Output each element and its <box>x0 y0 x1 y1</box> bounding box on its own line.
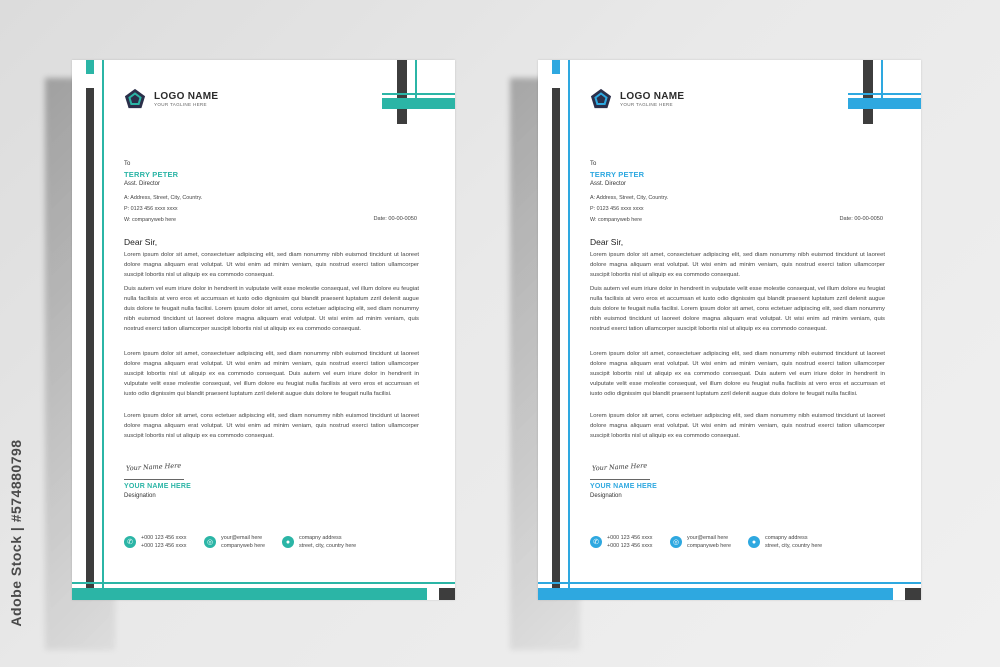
web-line: W: companyweb here <box>124 217 177 223</box>
letterhead-sheet-teal <box>72 60 455 600</box>
signer-designation: Designation <box>124 493 156 499</box>
contact-phone <box>124 535 186 550</box>
logo <box>124 88 218 110</box>
logo-tagline: YOUR TAGLINE HERE <box>154 102 207 107</box>
contact-address <box>748 535 822 550</box>
location-pin-icon: ● <box>282 536 294 548</box>
signature-line <box>590 479 650 480</box>
contact-line: your@email here <box>687 535 729 541</box>
footer-dark-bar <box>439 588 455 600</box>
contact-line: companyweb here <box>687 542 732 549</box>
date: Date: 00-00-0050 <box>373 216 417 222</box>
top-accent-bar <box>382 98 455 109</box>
footer-accent-bar <box>72 588 427 600</box>
contact-line: +000 123 456 xxxx <box>141 535 187 541</box>
stock-id-text: Adobe Stock | #574880798 <box>8 439 24 627</box>
date: Date: 00-00-0050 <box>839 216 883 222</box>
contact-address <box>282 535 356 550</box>
body-paragraph: Lorem ipsum dolor sit amet, cons ectetuer adipiscing elit, sed diam nonummy nibh euismod tincidunt ut laoreet dolore magna aliquam erat volutpat. Ut wisi enim ad minim veniam, quis nostrud exerci tation ullamcorper suscipit lobortis nisl ut aliquip ex ea commodo consequat. <box>124 413 419 439</box>
contact-line: +000 123 456 xxxx <box>607 535 653 541</box>
contact-web <box>670 535 731 550</box>
signer-name: YOUR NAME HERE <box>590 483 657 490</box>
phone-line: P: 0123 456 xxxx xxxx <box>124 206 178 212</box>
contact-web <box>204 535 265 550</box>
recipient-name: TERRY PETER <box>124 170 179 179</box>
pentagon-logo-icon <box>590 88 612 110</box>
stock-id-watermark <box>4 418 28 648</box>
address-line: A: Address, Street, City, Country. <box>124 195 203 201</box>
to-label: To <box>124 161 131 167</box>
contact-line: street, city, country here <box>299 542 357 549</box>
contact-line: street, city, country here <box>765 542 823 549</box>
top-dark-bar <box>397 60 407 124</box>
body-paragraph: Lorem ipsum dolor sit amet, consectetuer adipiscing elit, sed diam nonummy nibh euismod tincidunt ut laoreet dolore magna aliquam erat volutpat. Ut wisi enim ad minim veniam, quis nostrud exerci tation ullamcorper suscipit lobortis nisl ut aliquip ex ea commodo consequat. <box>124 252 419 278</box>
phone-line: P: 0123 456 xxxx xxxx <box>590 206 644 212</box>
contact-line: comapny address <box>765 535 808 541</box>
location-pin-icon: ● <box>748 536 760 548</box>
left-accent-line <box>102 60 104 600</box>
body-paragraph: Duis autem vel eum iriure dolor in hendrerit in vulputate velit esse molestie consequat, vel illum dolore eu feugiat nulla facilisis at vero eros et accumsan et iusto odio dignissim qui blandit praesent luptatum zzril delenit augue duis dolore te feugait nulla facilisi. Lorem ipsum dolor sit amet, cons ectetuer adipiscing elit, sed diam nonummy nibh euismod tincidunt ut laoreet dolore magna aliquam erat volutpat. Ut wisi enim ad minim veniam, quis nostrud exerci tation ullamcorper suscipit lobortis nisl ut aliquip ex ea commodo consequat. <box>590 286 885 332</box>
body-paragraph: Duis autem vel eum iriure dolor in hendrerit in vulputate velit esse molestie consequat, vel illum dolore eu feugiat nulla facilisis at vero eros et accumsan et iusto odio dignissim qui blandit praesent luptatum zzril delenit augue duis dolore te feugait nulla facilisi. Lorem ipsum dolor sit amet, cons ectetuer adipiscing elit, sed diam nonummy nibh euismod tincidunt ut laoreet dolore magna aliquam erat volutpat. Ut wisi enim ad minim veniam, quis nostrud exerci tation ullamcorper suscipit lobortis nisl ut aliquip ex ea commodo consequat. <box>124 286 419 332</box>
recipient-title: Asst. Director <box>124 181 161 187</box>
left-accent-bar <box>86 60 94 74</box>
footer-accent-line <box>72 582 455 584</box>
body-paragraph: Lorem ipsum dolor sit amet, consectetuer adipiscing elit, sed diam nonummy nibh euismod tincidunt ut laoreet dolore magna aliquam erat volutpat. Ut wisi enim ad minim veniam, quis nostrud exerci tation ullamcorper suscipit lobortis nisl ut aliquip ex ea commodo consequat. Duis autem vel eum iriure dolor in hendrerit in vulputate velit esse molestie consequat, vel illum dolore eu feugiat nulla facilisis at vero eros et accumsan et iusto odio dignissim qui blandit praesent luptatum zzril delenit augue duis dolore te feugait nulla facilisi. <box>590 351 885 397</box>
pentagon-logo-icon <box>124 88 146 110</box>
signature: Your Name Here <box>125 461 182 473</box>
top-accent-hline <box>382 93 455 95</box>
top-accent-hline <box>848 93 921 95</box>
contact-line: companyweb here <box>221 542 266 549</box>
contact-line: +000 123 456 xxxx <box>607 542 653 549</box>
web-line: W: companyweb here <box>590 217 643 223</box>
logo-name: LOGO NAME <box>620 91 685 102</box>
body-paragraph: Lorem ipsum dolor sit amet, consectetuer adipiscing elit, sed diam nonummy nibh euismod tincidunt ut laoreet dolore magna aliquam erat volutpat. Ut wisi enim ad minim veniam, quis nostrud exerci tation ullamcorper suscipit lobortis nisl ut aliquip ex ea commodo consequat. Duis autem vel eum iriure dolor in hendrerit in vulputate velit esse molestie consequat, vel illum dolore eu feugiat nulla facilisis at vero eros et accumsan et iusto odio dignissim qui blandit praesent luptatum zzril delenit augue duis dolore te feugait nulla facilisi. <box>124 351 419 397</box>
footer-accent-line <box>538 582 921 584</box>
body-paragraph: Lorem ipsum dolor sit amet, consectetuer adipiscing elit, sed diam nonummy nibh euismod tincidunt ut laoreet dolore magna aliquam erat volutpat. Ut wisi enim ad minim veniam, quis nostrud exerci tation ullamcorper suscipit lobortis nisl ut aliquip ex ea commodo consequat. <box>590 252 885 278</box>
left-accent-line <box>568 60 570 600</box>
logo-tagline: YOUR TAGLINE HERE <box>620 102 673 107</box>
contact-phone <box>590 535 652 550</box>
contact-line: comapny address <box>299 535 342 541</box>
globe-icon: ◎ <box>204 536 216 548</box>
recipient-title: Asst. Director <box>590 181 627 187</box>
contact-line: your@email here <box>221 535 263 541</box>
footer-dark-bar <box>905 588 921 600</box>
phone-icon: ✆ <box>124 536 136 548</box>
signature-line <box>124 479 184 480</box>
left-accent-bar <box>552 60 560 74</box>
phone-icon: ✆ <box>590 536 602 548</box>
signer-name: YOUR NAME HERE <box>124 483 191 490</box>
recipient-name: TERRY PETER <box>590 170 645 179</box>
globe-icon: ◎ <box>670 536 682 548</box>
signer-designation: Designation <box>590 493 622 499</box>
address-line: A: Address, Street, City, Country. <box>590 195 669 201</box>
body-paragraph: Lorem ipsum dolor sit amet, cons ectetuer adipiscing elit, sed diam nonummy nibh euismod tincidunt ut laoreet dolore magna aliquam erat volutpat. Ut wisi enim ad minim veniam, quis nostrud exerci tation ullamcorper suscipit lobortis nisl ut aliquip ex ea commodo consequat. <box>590 413 885 439</box>
top-accent-bar <box>848 98 921 109</box>
left-dark-bar <box>86 88 94 600</box>
logo-name: LOGO NAME <box>154 91 219 102</box>
footer-accent-bar <box>538 588 893 600</box>
greeting: Dear Sir, <box>124 237 158 247</box>
signature: Your Name Here <box>591 461 648 473</box>
greeting: Dear Sir, <box>590 237 624 247</box>
letterhead-sheet-blue <box>538 60 921 600</box>
contact-line: +000 123 456 xxxx <box>141 542 187 549</box>
top-dark-bar <box>863 60 873 124</box>
left-dark-bar <box>552 88 560 600</box>
to-label: To <box>590 161 597 167</box>
logo <box>590 88 684 110</box>
